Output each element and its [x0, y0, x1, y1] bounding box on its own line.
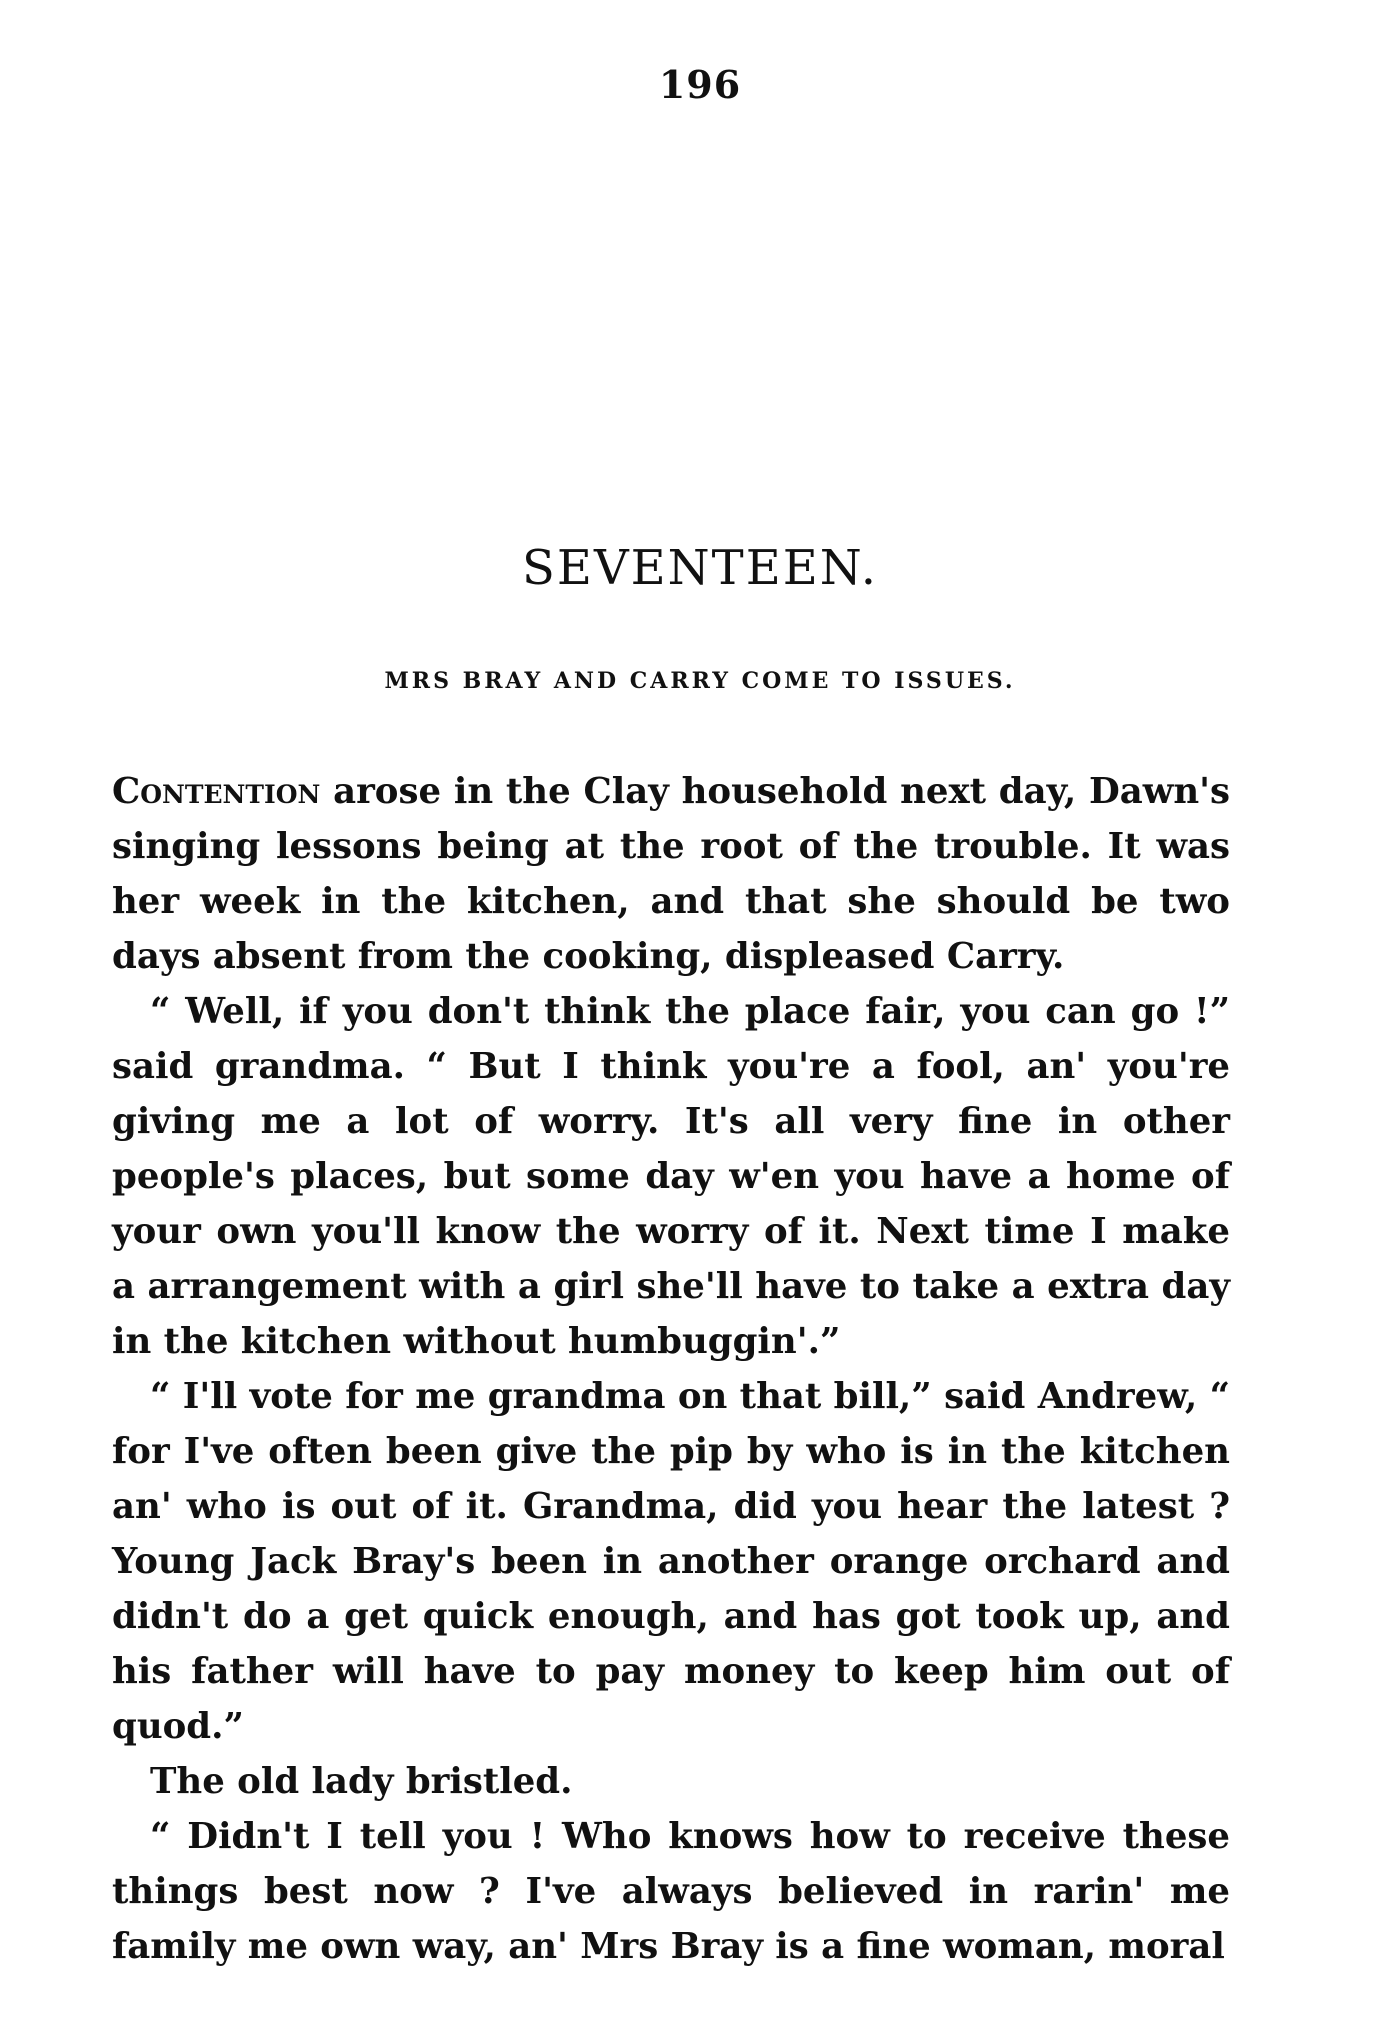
paragraph-5: “ Didn't I tell you ! Who knows how to receive these things best now ? I've always believed in rarin' me family me own way, an' Mrs Bray is a fine woman, moral — [112, 1816, 1230, 1967]
page-number: 196 — [658, 62, 742, 107]
opening-word: Contention — [112, 771, 321, 812]
chapter-subtitle: MRS BRAY AND CARRY COME TO ISSUES. — [384, 668, 1016, 694]
paragraph-2: “ Well, if you don't think the place fair, you can go !” said grandma. “ But I think you're a fool, an' you're giving me a lot of worry. It's all very fine in other people's places, but some day w'en you have a home of your own you'll know the worry of it. Next time I make a arrangement with a girl she'll have to take a extra day in the kitchen without humbuggin'.” — [112, 991, 1230, 1362]
paragraph-3: “ I'll vote for me grandma on that bill,” said Andrew, “ for I've often been give the pip by who is in the kitchen an' who is out of it. Grandma, did you hear the latest ? Young Jack Bray's been in another orange orchard and didn't do a get quick enough, and has got took up, and his father will have to pay money to keep him out of quod.” — [112, 1376, 1230, 1747]
paragraph-4: The old lady bristled. — [150, 1761, 573, 1802]
body-text — [112, 764, 1230, 1974]
paragraph-1-text: arose in the Clay household next day, Dawn's singing lessons being at the root of the trouble. It was her week in the kitchen, and that she should be two days absent from the cooking, displeased Carry. — [112, 771, 1230, 977]
chapter-title: SEVENTEEN. — [522, 540, 878, 596]
paragraph-1 — [112, 764, 1230, 984]
